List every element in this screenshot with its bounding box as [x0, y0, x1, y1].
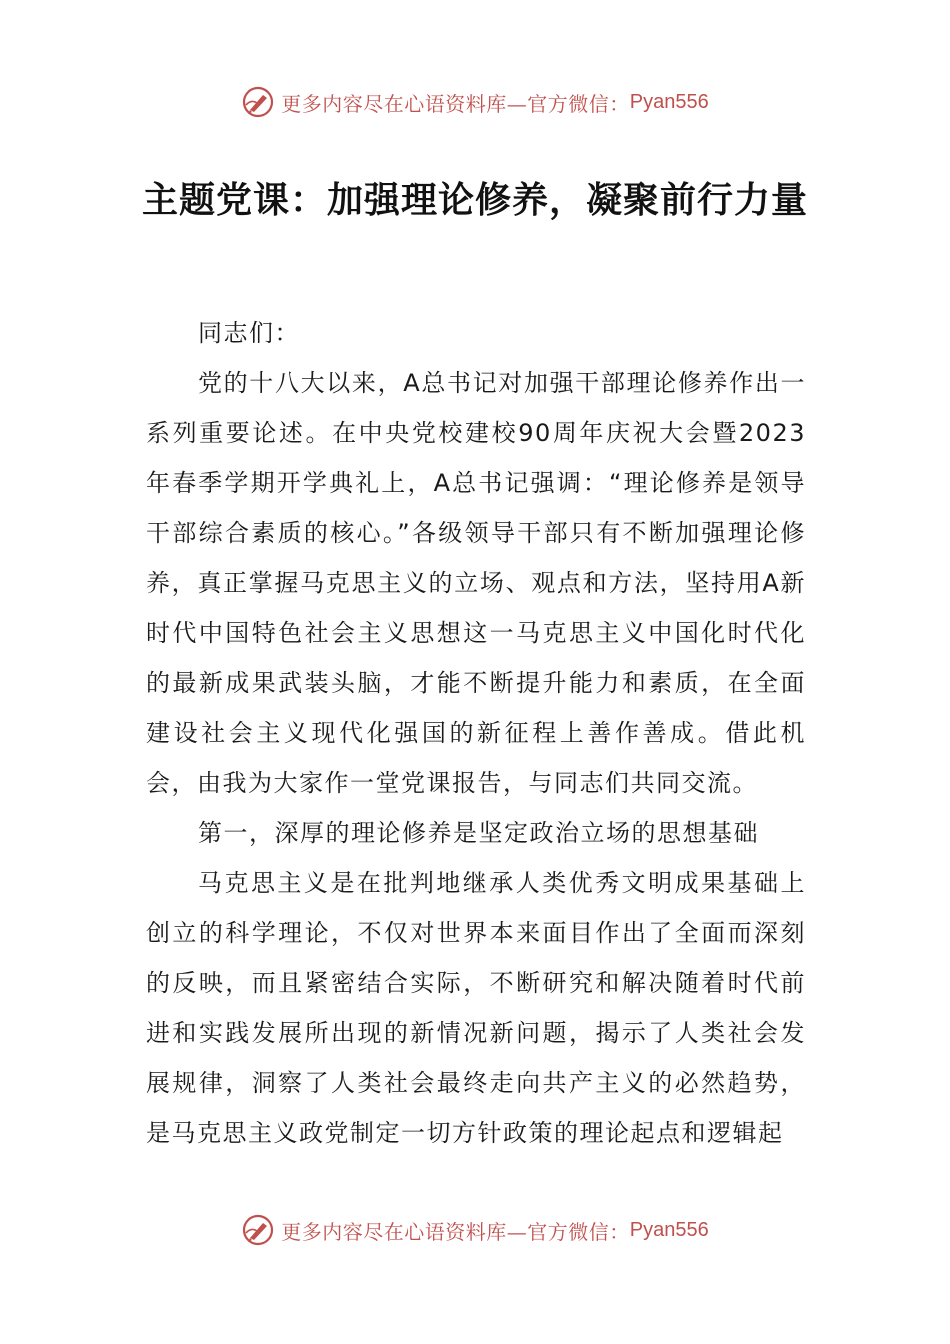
banner-wechat-id: Pyan556 [629, 90, 709, 113]
body-paragraph: 马克思主义是在批判地继承人类优秀文明成果基础上创立的科学理论，不仅对世界本来面目作出了全面而深刻的反映，而且紧密结合实际，不断研究和解决随着时代前进和实践发展所出现的新情况新问题，揭示了人类社会发展规律，洞察了人类社会最终走向共产主义的必然趋势，是马克思主义政党制定一切方针政策的理论起点和逻辑起 [146, 869, 806, 1147]
salutation: 同志们： [198, 319, 300, 347]
footer-banner [0, 1210, 950, 1250]
document-body [146, 308, 806, 1158]
pen-circle-logo-icon [241, 1213, 275, 1247]
document-title: 主题党课：加强理论修养，凝聚前行力量 [141, 179, 808, 221]
section-heading: 第一，深厚的理论修养是坚定政治立场的思想基础 [198, 819, 759, 847]
banner-text: 更多内容尽在心语资料库—官方微信： [281, 1219, 630, 1244]
banner-wechat-id: Pyan556 [629, 1218, 709, 1241]
pen-circle-logo-icon [241, 85, 275, 119]
body-paragraph: 党的十八大以来，A总书记对加强干部理论修养作出一系列重要论述。在中央党校建校90周年庆祝大会暨2023年春季学期开学典礼上，A总书记强调：“理论修养是领导干部综合素质的核心。”各级领导干部只有不断加强理论修养，真正掌握马克思主义的立场、观点和方法，坚持用A新时代中国特色社会主义思想这一马克思主义中国化时代化的最新成果武装头脑，才能不断提升能力和素质，在全面建设社会主义现代化强国的新征程上善作善成。借此机会，由我为大家作一堂党课报告，与同志们共同交流。 [146, 369, 806, 797]
banner-text: 更多内容尽在心语资料库—官方微信： [281, 91, 630, 116]
header-banner [0, 82, 950, 122]
